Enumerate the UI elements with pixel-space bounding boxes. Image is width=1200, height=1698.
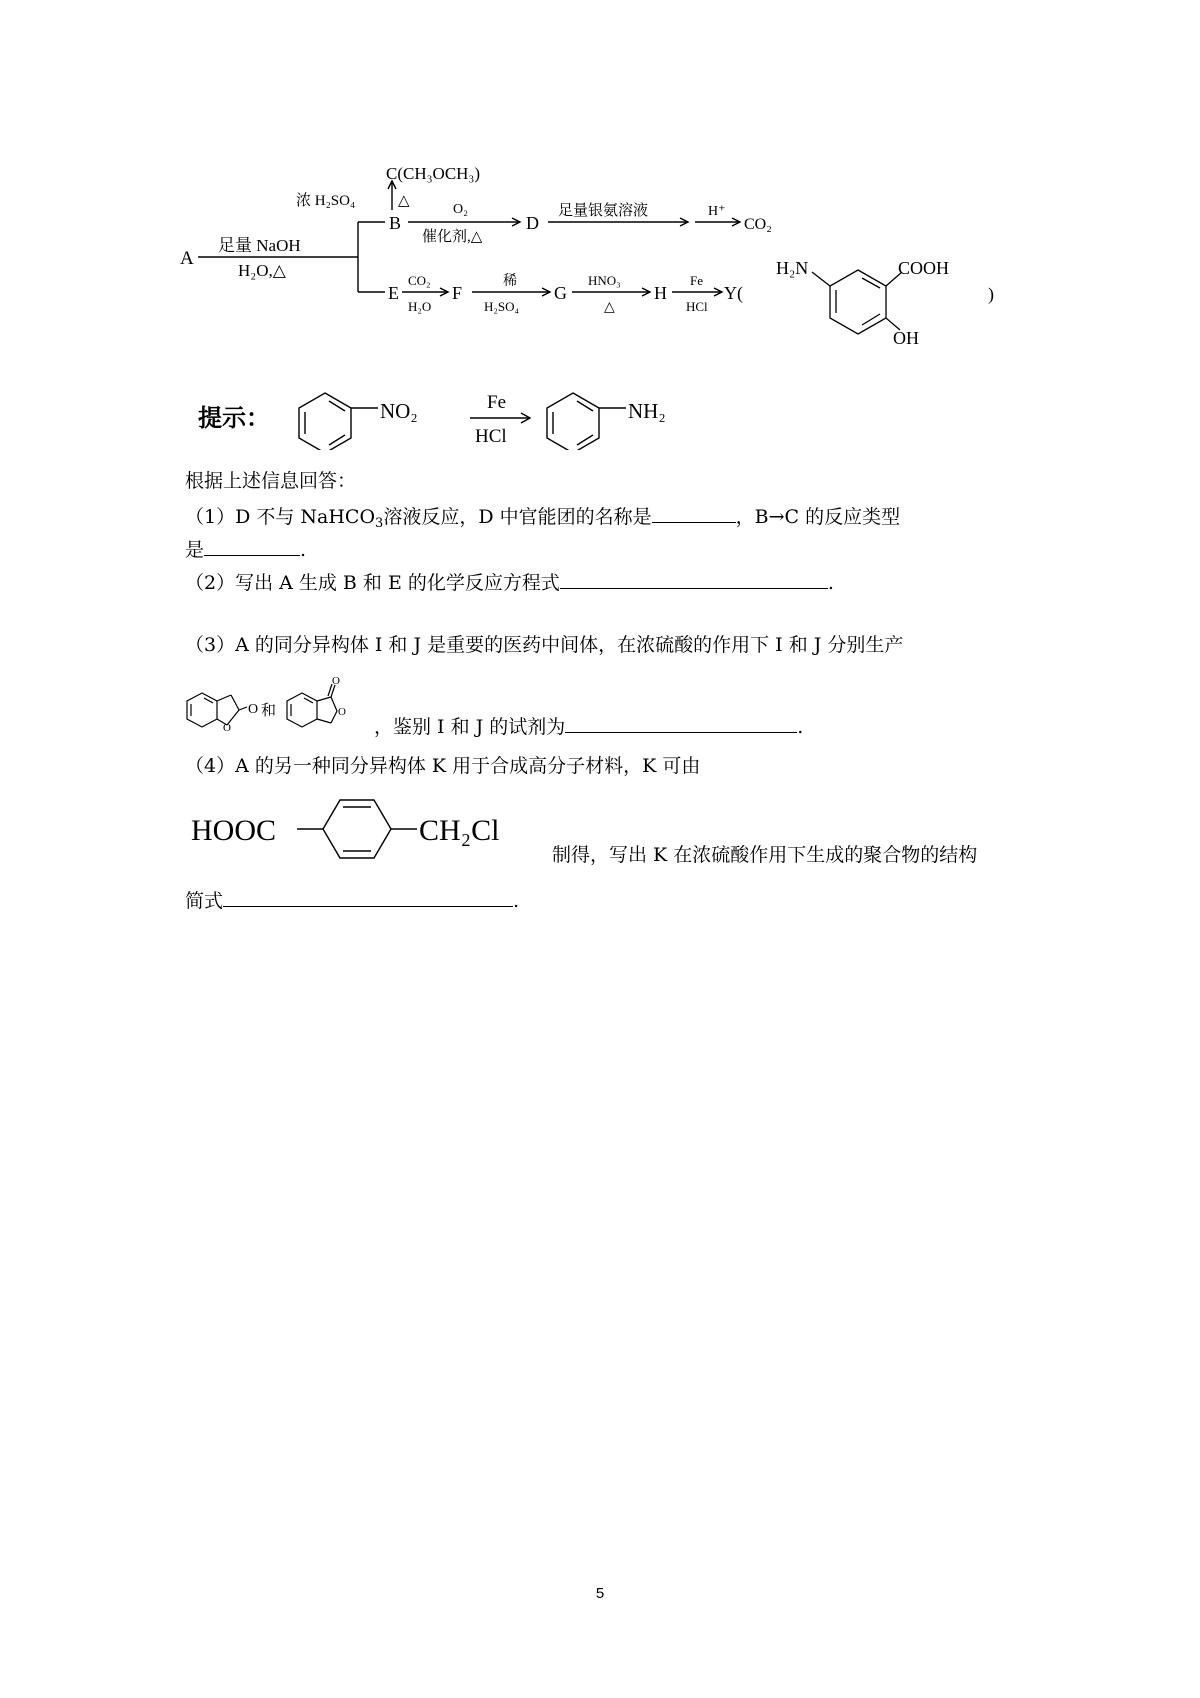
- reagent-catalyst: 催化剂,△: [422, 229, 483, 245]
- compound-d: D: [526, 213, 539, 233]
- compound-b: B: [389, 213, 402, 233]
- heat-h: △: [604, 300, 615, 315]
- question-1-line-2: [185, 535, 306, 563]
- q3-structures: [185, 675, 375, 745]
- q3-blank-reagent[interactable]: [565, 712, 797, 733]
- q1-blank-functional-group[interactable]: [652, 502, 736, 523]
- q3-struct-and: 和: [261, 703, 277, 719]
- reagent-h2o: H₂O: [408, 299, 432, 314]
- compound-f: F: [452, 283, 463, 303]
- q4-line3-start: 简式: [185, 890, 224, 912]
- q1-part3: ，B→C 的反应类型: [735, 506, 901, 528]
- compound-g: G: [554, 283, 567, 303]
- question-1-line-1: [185, 502, 900, 537]
- hint-hcl: HCl: [475, 426, 507, 447]
- reagent-h2o-heat: H₂O,△: [238, 261, 286, 280]
- hint-nh2: NH₂: [628, 399, 666, 423]
- question-4-line-2: 制得，写出 K 在浓硫酸作用下生成的聚合物的结构: [552, 844, 978, 866]
- hint-fe: Fe: [487, 392, 506, 413]
- heat-c: △: [398, 193, 410, 209]
- question-4-line-1: （4）A 的另一种同分异构体 K 用于合成高分子材料，K 可由: [185, 755, 701, 777]
- question-2: [185, 568, 834, 596]
- q2-end: .: [827, 572, 834, 594]
- question-4-line-3: [185, 886, 519, 914]
- y-oh: OH: [893, 328, 919, 348]
- intro-text: 根据上述信息回答：: [185, 470, 357, 492]
- svg-text:O: O: [338, 706, 346, 718]
- reagent-h-plus: H⁺: [708, 204, 726, 219]
- svg-text:O: O: [223, 722, 231, 734]
- compound-h: H: [654, 283, 667, 303]
- q4-structure: [185, 790, 555, 870]
- page-number: 5: [595, 1585, 605, 1602]
- reagent-dilute: 稀: [503, 274, 517, 289]
- question-3-line-1: （3）A 的同分异构体 I 和 J 是重要的医药中间体，在浓硫酸的作用下 I 和 J 分别生产: [185, 634, 904, 656]
- y-structure: [812, 270, 902, 334]
- y-cooh: COOH: [898, 258, 950, 278]
- q1-line2-start: 是: [185, 539, 205, 561]
- question-3-line-2: [374, 712, 803, 740]
- q1-part1: （1）D 不与 NaHCO: [185, 506, 376, 528]
- reagent-silver-ammonia: 足量银氨溶液: [558, 203, 649, 219]
- reagent-co2: CO₂: [408, 273, 431, 288]
- q1-blank-reaction-type[interactable]: [204, 535, 300, 556]
- compound-y: Y(: [724, 283, 743, 303]
- compound-c: C(CH₃OCH₃): [386, 164, 481, 183]
- reagent-conc-h2so4: 浓 H₂SO₄: [296, 193, 356, 209]
- q2-blank-equation[interactable]: [560, 568, 828, 589]
- reagent-o2: O₂: [453, 202, 468, 217]
- svg-text:O: O: [332, 675, 340, 687]
- q3-struct-o: O: [248, 702, 259, 717]
- q3-end: .: [797, 716, 804, 738]
- q4-ch2cl: CH₂Cl: [419, 814, 500, 847]
- y-h2n: H₂N: [776, 258, 809, 278]
- compound-a: A: [180, 248, 194, 269]
- product-co2: CO₂: [744, 216, 772, 233]
- q1-part2: 溶液反应，D 中官能团的名称是: [383, 506, 652, 528]
- hint-reaction: [0, 360, 1200, 450]
- q1-end: .: [300, 539, 307, 561]
- q3-line2: ，鉴别 I 和 J 的试剂为: [374, 716, 566, 738]
- hint-label: 提示：: [198, 406, 270, 432]
- q2-text: （2）写出 A 生成 B 和 E 的化学反应方程式: [185, 572, 560, 594]
- reagent-hcl: HCl: [686, 299, 708, 314]
- hint-no2: NO₂: [380, 399, 418, 423]
- reagent-hno3: HNO₃: [588, 273, 621, 288]
- reagent-fe: Fe: [690, 273, 703, 288]
- q4-end: .: [513, 890, 520, 912]
- reagent-naoh: 足量 NaOH: [218, 236, 301, 255]
- compound-e: E: [388, 283, 399, 303]
- reaction-scheme: [0, 0, 1200, 360]
- q1-sub: 3: [375, 516, 384, 531]
- y-close-paren: ): [988, 284, 994, 304]
- reagent-h2so4: H₂SO₄: [484, 299, 520, 314]
- q4-blank-polymer[interactable]: [223, 886, 513, 907]
- q4-hooc: HOOC: [191, 814, 277, 847]
